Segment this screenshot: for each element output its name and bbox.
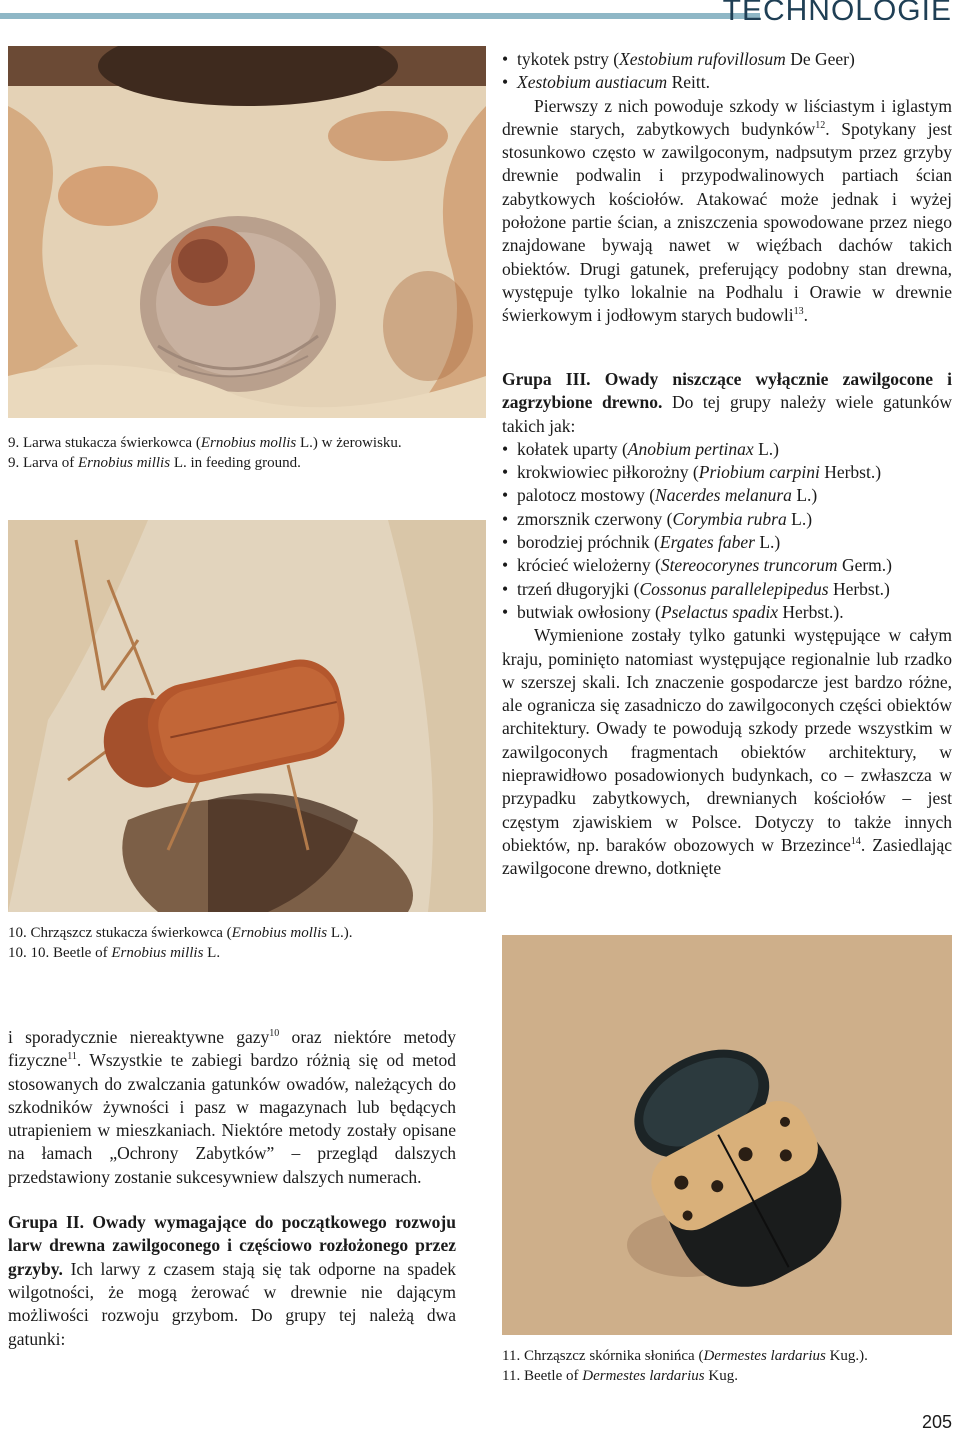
figure-10-caption bbox=[8, 923, 486, 963]
species-item: • palotocz mostowy (Nacerdes melanura L.) bbox=[502, 484, 952, 507]
right-column-top bbox=[502, 48, 952, 328]
species-item: • krokwiowiec piłkorożny (Priobium carpini Herbst.) bbox=[502, 461, 952, 484]
left-column-bottom bbox=[8, 1026, 456, 1351]
caption-en: 11. Beetle of Dermestes lardarius Kug. bbox=[502, 1368, 738, 1384]
page-number: 205 bbox=[921, 1412, 952, 1432]
species-item: • zmorsznik czerwony (Corymbia rubra L.) bbox=[502, 508, 952, 531]
species-item: • krócieć wielożerny (Stereocorynes truncorum Germ.) bbox=[502, 554, 952, 577]
species-item: • borodziej próchnik (Ergates faber L.) bbox=[502, 531, 952, 554]
header-rule bbox=[0, 13, 760, 19]
figure-9-photo bbox=[8, 46, 486, 418]
grupa-ii-paragraph: Grupa II. Owady wymagające do początkowego rozwoju larw drewna zawilgoconego i częściowo rozłożonego przez grzyby. Ich larwy z czasem stają się tak odporne na spadek wilgotności, że mogą żerować w drewnie nie dającym możliwości rozwoju grzybom. Do grupy tej należą dwa gatunki: bbox=[8, 1212, 456, 1349]
list-item: • Xestobium austiacum Reitt. bbox=[502, 71, 952, 94]
species-list bbox=[502, 438, 952, 624]
larva-image bbox=[8, 46, 486, 418]
beetle-image bbox=[8, 520, 486, 912]
caption-pl: 11. Chrząszcz skórnika słonińca (Dermestes lardarius Kug.). bbox=[502, 1348, 868, 1364]
figure-10-photo bbox=[8, 520, 486, 912]
caption-en: 10. 10. Beetle of Ernobius millis L. bbox=[8, 945, 221, 961]
grupa-iii-paragraph: Wymienione zostały tylko gatunki występujące w całym kraju, pominięto natomiast występujące regionalnie lub rzadko w szerszej skali. Ich znaczenie gospodarcze jest bardzo różne, ale ogranicza się zasadniczo do zawilgoconych części obiektów architektury. Owady te powodują szkody przede wszystkim w zawilgoconych fragmentach obiektów architektury, w nieprawidłowo posadowionych budynkach, co – zwłaszcza w przypadku zabytkowych, drewnianych kościołów – jest częstym zjawiskiem w Polsce. Dotyczy to także innych obiektów, np. baraków obozowych w Brzezince$^{14}$. Zasiedlając zawilgocone drewno, dotknięte bbox=[502, 625, 952, 879]
figure-11-photo bbox=[502, 935, 952, 1335]
species-item: • butwiak owłosiony (Pselactus spadix Herbst.). bbox=[502, 601, 952, 624]
xestobium-list bbox=[502, 48, 952, 95]
caption-en: 9. Larva of Ernobius millis L. in feeding ground. bbox=[8, 455, 301, 471]
grupa-iii-section bbox=[502, 368, 952, 881]
grupa-iii-intro: Grupa III. Owady niszczące wyłącznie zawilgocone i zagrzybione drewno. Do tej grupy należy wiele gatunków takich jak: bbox=[502, 369, 952, 436]
xestobium-paragraph: Pierwszy z nich powoduje szkody w liściastym i iglastym drewnie starych, zabytkowych budynków$^{12}$. Spotykany jest stosunkowo często w zawilgoconym, nadpsutym przez grzyby drewnie podwalin i przypodwalinowych partiach ścian zabytkowych kościołów. Atakować może jednak i wyżej położone partie ścian, a zniszczenia spowodowane przez niego znajdowane bywają nawet w więźbach dachów takich obiektów. Drugi gatunek, preferujący podobny stan drewna, występuje tylko lokalnie na Podhalu i Orawie w drewnie świerkowym i jodłowym starych budowli$^{13}$. bbox=[502, 95, 952, 326]
species-item: • kołatek uparty (Anobium pertinax L.) bbox=[502, 438, 952, 461]
figure-11-caption bbox=[502, 1346, 952, 1386]
dermestes-image bbox=[502, 935, 952, 1335]
grupa-iii-heading: Grupa III. Owady niszczące wyłącznie zawilgocone i zagrzybione drewno. bbox=[502, 369, 952, 413]
section-title: TECHNOLOGIE bbox=[722, 0, 952, 27]
methods-paragraph: i sporadycznie niereaktywne gazy$^{10}$ oraz niektóre metody fizyczne$^{11}$. Wszystkie te zabiegi bardzo różnią się od metod stosowanych do zwalczania gatunków owadów, należących do szkodników żywności i pasz w magazynach lub będących utrapieniem w mieszkaniach. Niektóre metody zostały opisane na łamach „Ochrony Zabytków” – przegląd dalszych przedstawiony zostanie sukcesywniew dalszych numerach. bbox=[8, 1027, 456, 1187]
caption-pl: 9. Larwa stukacza świerkowca (Ernobius mollis L.) w żerowisku. bbox=[8, 435, 402, 451]
grupa-ii-heading: Grupa II. Owady wymagające do początkowego rozwoju larw drewna zawilgoconego i częściowo rozłożonego przez grzyby. bbox=[8, 1212, 456, 1279]
caption-pl: 10. Chrząszcz stukacza świerkowca (Ernobius mollis L.). bbox=[8, 925, 353, 941]
figure-9-caption bbox=[8, 433, 486, 473]
species-item: • trzeń długoryjki (Cossonus parallelepipedus Herbst.) bbox=[502, 578, 952, 601]
list-item: • tykotek pstry (Xestobium rufovillosum De Geer) bbox=[502, 48, 952, 71]
